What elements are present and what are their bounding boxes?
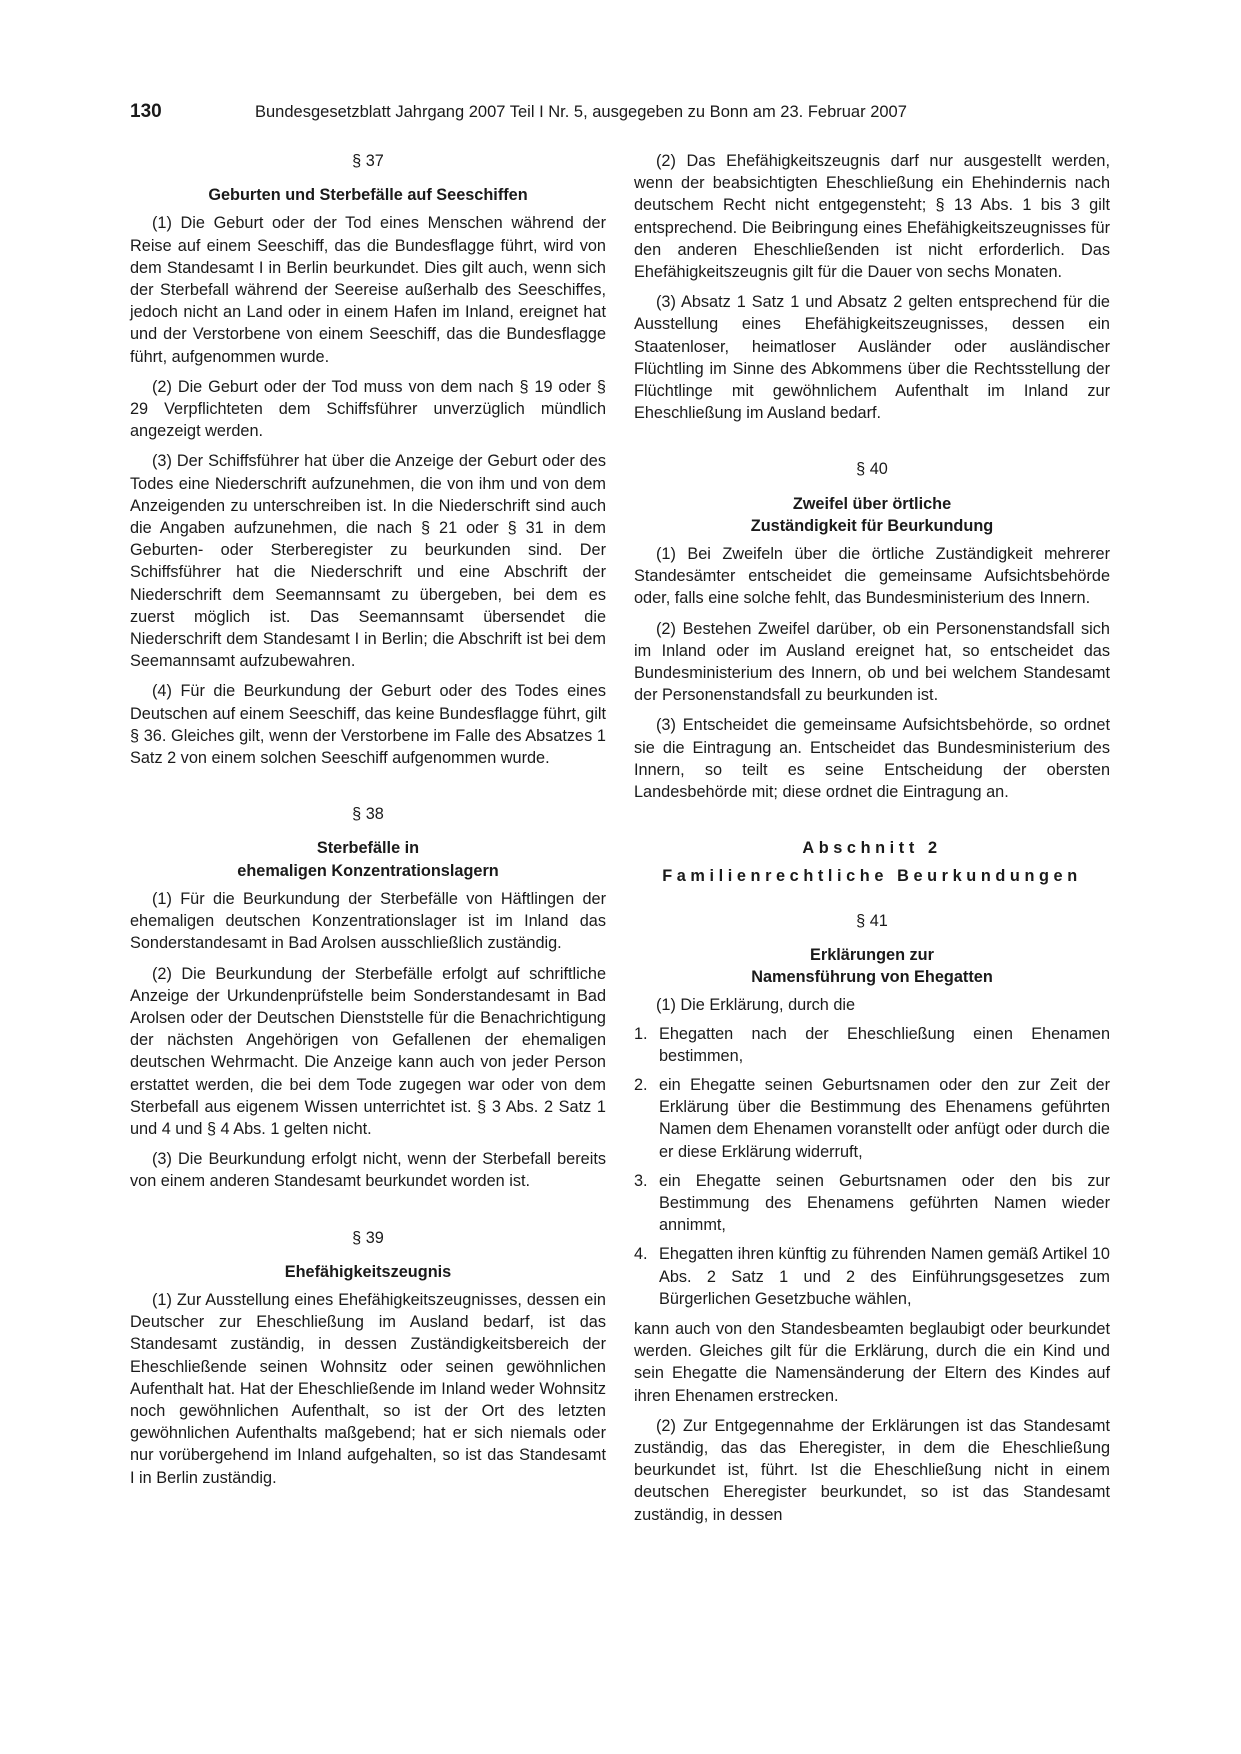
list-item-text: Ehegatten nach der Eheschließung einen Ehenamen bestimmen, — [659, 1024, 1110, 1065]
paragraph: (2) Zur Entgegennahme der Erklärungen ist das Standesamt zuständig, das das Eheregister, in dem die Eheschließung beurkundet ist, führt. Ist die Eheschließung nicht in einem deutschen Eheregister beurkundet, so ist das Standesamt zuständig, in dessen — [634, 1416, 1110, 1524]
list-item-text: Ehegatten ihren künftig zu führenden Namen gemäß Artikel 10 Abs. 2 Satz 1 und 2 des Einführungsgesetzes zum Bürgerlichen Gesetzbuche wählen, — [659, 1245, 1110, 1308]
section-title: Ehefähigkeitszeugnis — [284, 1262, 452, 1281]
list-item-number: 4. — [634, 1245, 648, 1264]
paragraph-intro: (1) Die Erklärung, durch die — [656, 996, 856, 1015]
section-number: § 41 — [856, 911, 888, 930]
running-head: Bundesgesetzblatt Jahrgang 2007 Teil I Nr. 5, ausgegeben zu Bonn am 23. Februar 2007 — [255, 103, 907, 121]
list-item-text: ein Ehegatte seinen Geburtsnamen oder den bis zur Bestimmung des Ehenamens geführten Namen wieder annimmt, — [659, 1171, 1110, 1235]
section-title-line-2: Namensführung von Ehegatten — [751, 968, 993, 987]
paragraph: (1) Zur Ausstellung eines Ehefähigkeitszeugnisses, dessen ein Deutscher zur Eheschließung im Ausland bedarf, ist das Standesamt zuständig, in dessen Zuständigkeitsbereich der Eheschließende seinen Wohnsitz oder seinen gewöhnlichen Aufenthalt hat. Hat der Eheschließende im Inland weder Wohnsitz noch gewöhnlichen Aufenthalt, so ist der Ort des letzten gewöhnlichen Aufenthalts maßgebend; hat er sich niemals oder nur vorübergehend im Inland aufgehalten, so ist das Standesamt I in Berlin zuständig. — [130, 1290, 606, 1487]
paragraph: (2) Das Ehefähigkeitszeugnis darf nur ausgestellt werden, wenn der beabsichtigten Eheschließung ein Ehehindernis nach deutschem Recht nicht entgegensteht; § 13 Abs. 1 bis 3 gilt entsprechend. Die Beibringung eines Ehefähigkeitszeugnisses für den anderen Eheschließenden ist nicht erforderlich. Das Ehefähigkeitszeugnis gilt für die Dauer von sechs Monaten. — [634, 152, 1110, 282]
list-item — [634, 1243, 1110, 1310]
list-item-number: 1. — [634, 1024, 648, 1043]
numbered-list — [634, 1023, 1110, 1310]
paragraph: (2) Die Beurkundung der Sterbefälle erfolgt auf schriftliche Anzeige der Urkundenprüfstelle beim Sonderstandesamt in Bad Arolsen oder der Deutschen Dienststelle für die Benachrichtigung der nächsten Angehörigen von Gefallenen der ehemaligen deutschen Wehrmacht. Die Anzeige kann auch von jeder Person erstattet werden, die bei dem Tode zugegen war oder von dem Sterbefall aus eigenem Wissen unterrichtet ist. § 3 Abs. 2 Satz 1 und 4 und § 4 Abs. 1 gelten nicht. — [130, 964, 606, 1138]
paragraph: (1) Für die Beurkundung der Sterbefälle von Häftlingen der ehemaligen deutschen Konzentrationslager ist im Inland das Sonderstandesamt in Bad Arolsen ausschließlich zuständig. — [130, 889, 606, 953]
right-column — [634, 150, 1110, 1534]
abschnitt-label: Abschnitt 2 — [802, 839, 942, 858]
section-number: § 40 — [856, 460, 888, 479]
section-38 — [130, 803, 606, 1192]
section-title: Geburten und Sterbefälle auf Seeschiffen — [208, 186, 528, 205]
section-title-line-1: Sterbefälle in — [316, 839, 420, 858]
section-title-line-1: Erklärungen zur — [810, 945, 934, 964]
paragraph: (4) Für die Beurkundung der Geburt oder des Todes eines Deutschen auf einem Seeschiff, das keine Bundesflagge führt, gilt § 36. Gleiches gilt, wenn der Verstorbene im Falle des Absatzes 1 Satz 2 von einem solchen Seeschiff aufgenommen wurde. — [130, 682, 606, 768]
section-37 — [130, 150, 606, 769]
section-number: § 38 — [352, 805, 384, 824]
section-title-line-1: Zweifel über örtliche — [792, 494, 952, 513]
page-header — [130, 103, 1110, 125]
section-39-continued — [634, 150, 1110, 424]
paragraph: (1) Bei Zweifeln über die örtliche Zuständigkeit mehrerer Standesämter entscheidet die gemeinsame Aufsichtsbehörde oder, falls eine solche fehlt, das Bundesministerium des Innern. — [634, 545, 1110, 608]
paragraph: (3) Die Beurkundung erfolgt nicht, wenn der Sterbefall bereits von einem anderen Standesamt beurkundet worden ist. — [130, 1150, 606, 1191]
section-40 — [634, 458, 1110, 803]
list-item — [634, 1074, 1110, 1163]
paragraph: (2) Die Geburt oder der Tod muss von dem nach § 19 oder § 29 Verpflichteten dem Schiffsführer unverzüglich mündlich angezeigt werden. — [130, 377, 606, 441]
list-item-number: 2. — [634, 1075, 648, 1094]
section-number: § 39 — [352, 1228, 384, 1247]
list-item — [634, 1023, 1110, 1067]
paragraph: (1) Die Geburt oder der Tod eines Menschen während der Reise auf einem Seeschiff, das die Bundesflagge führt, wird von dem Standesamt I in Berlin beurkundet. Dies gilt auch, wenn sich der Sterbefall während der Seereise außerhalb des Seeschiffes, jedoch nicht an Land oder in einem Hafen im Inland, ereignet hat und der Verstorbene von einem Seeschiff, das die Bundesflagge führt, aufgenommen wurde. — [130, 214, 606, 366]
section-title-line-2: ehemaligen Konzentrationslagern — [237, 861, 499, 880]
abschnitt-heading — [634, 837, 1110, 887]
abschnitt-title: Familienrechtliche Beurkundungen — [662, 867, 1082, 886]
paragraph: (3) Entscheidet die gemeinsame Aufsichtsbehörde, so ordnet sie die Eintragung an. Entscheidet das Bundesministerium des Innern, so teilt es seine Entscheidung der obersten Landesbehörde mit; diese ordnet die Eintragung an. — [634, 716, 1110, 802]
paragraph: (2) Bestehen Zweifel darüber, ob ein Personenstandsfall sich im Inland oder im Ausland ereignet hat, so entscheidet das Bundesministerium des Innern, ob und bei welchem Standesamt der Personenstandsfall zu beurkunden ist. — [634, 619, 1110, 705]
paragraph-continuation: kann auch von den Standesbeamten beglaubigt oder beurkundet werden. Gleiches gilt für die Erklärung, durch die ein Kind und sein Ehegatte die Namensänderung der Eltern des Kindes auf ihren Ehenamen erstrecken. — [634, 1319, 1110, 1405]
section-title-line-2: Zuständigkeit für Beurkundung — [750, 516, 994, 535]
left-column — [130, 150, 606, 1497]
list-item-text: ein Ehegatte seinen Geburtsnamen oder den zur Zeit der Erklärung über die Bestimmung des Ehenamens geführten Namen dem Ehenamen voranstellt oder anfügt oder durch die er diese Erklärung widerruft, — [659, 1075, 1110, 1161]
page-number: 130 — [130, 101, 162, 122]
list-item — [634, 1170, 1110, 1237]
list-item-number: 3. — [634, 1171, 648, 1190]
paragraph: (3) Absatz 1 Satz 1 und Absatz 2 gelten entsprechend für die Ausstellung eines Ehefähigkeitszeugnisses, dessen ein Staatenloser, heimatloser Ausländer oder ausländischer Flüchtling im Sinne des Abkommens über die Rechtsstellung der Flüchtlinge mit gewöhnlichem Aufenthalt im Inland zur Eheschließung im Ausland bedarf. — [634, 293, 1110, 423]
section-41 — [634, 910, 1110, 1526]
paragraph: (3) Der Schiffsführer hat über die Anzeige der Geburt oder des Todes eine Niederschrift aufzunehmen, die von ihm und von dem Anzeigenden zu unterschreiben ist. In die Niederschrift sind auch die Angaben aufzunehmen, die nach § 21 oder § 31 in dem Geburten- oder Sterberegister zu beurkunden sind. Der Schiffsführer hat die Niederschrift und eine Abschrift der Niederschrift dem Seemannsamt zu übergeben, bei dem es zuerst möglich ist. Das Seemannsamt übersendet die Niederschrift dem Standesamt I in Berlin; die Abschrift ist bei dem Seemannsamt aufzubewahren. — [130, 452, 606, 671]
section-39 — [130, 1227, 606, 1489]
section-number: § 37 — [352, 152, 384, 170]
